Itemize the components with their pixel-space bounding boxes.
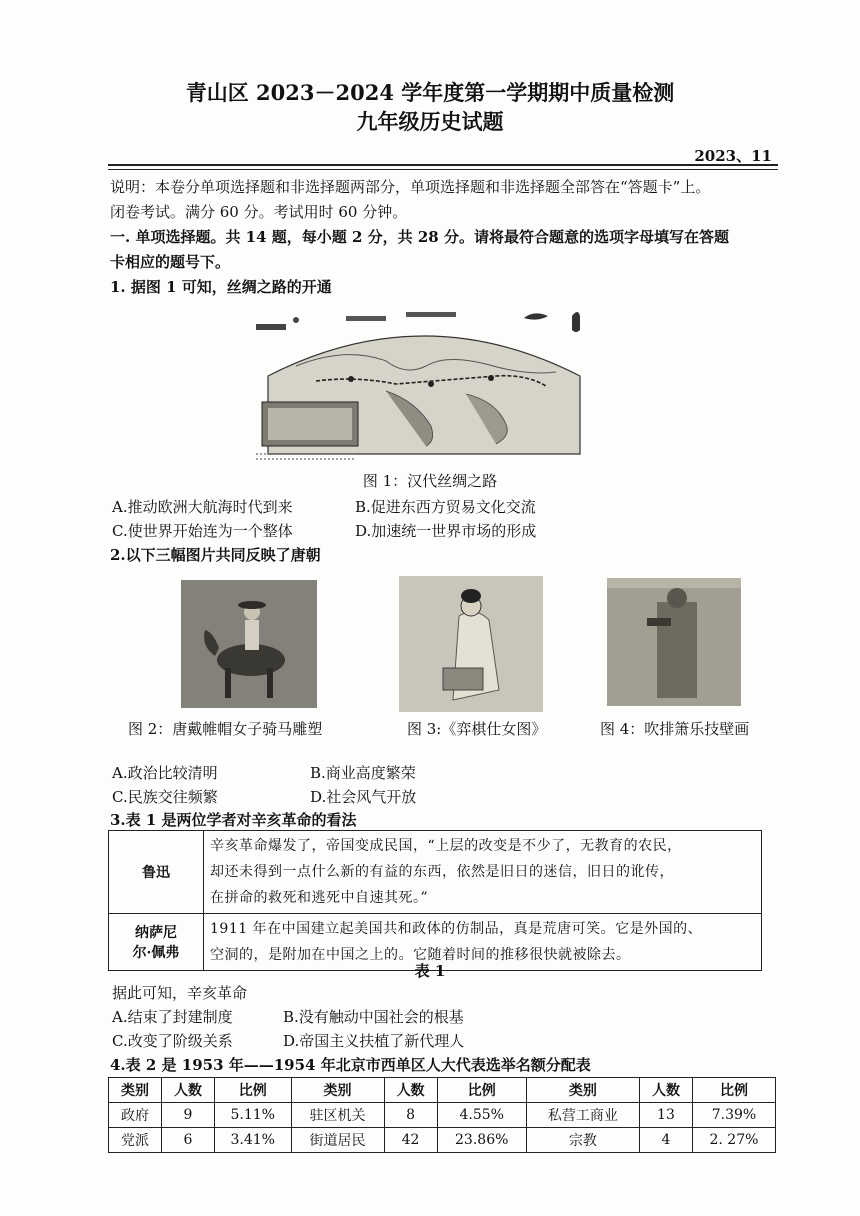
mural-painting-photo: [607, 578, 741, 706]
q1-option-a: A.推动欧洲大航海时代到来: [112, 498, 293, 516]
horse-rider-sculpture-photo: [181, 580, 317, 708]
q3-option-b: B.没有触动中国社会的根基: [283, 1008, 464, 1026]
silk-road-map-figure: [256, 306, 592, 462]
header-cell: 比例: [692, 1078, 775, 1103]
peffer-view-line-1: 1911 年在中国建立起美国共和政体的仿制品，真是荒唐可笑。它是外国的、: [210, 921, 703, 937]
header-cell: 比例: [437, 1078, 526, 1103]
table-row: [109, 1128, 776, 1153]
header-cell: 人数: [384, 1078, 437, 1103]
table-row: [109, 831, 762, 914]
q3-option-d: D.帝国主义扶植了新代理人: [283, 1032, 465, 1050]
q2-option-c: C.民族交往频繁: [112, 788, 218, 806]
q1-option-d: D.加速统一世界市场的形成: [355, 522, 537, 540]
instructions-line-2: 闭卷考试。满分 60 分。考试用时 60 分钟。: [110, 203, 408, 221]
section-heading-line-2: 卡相应的题号下。: [110, 253, 231, 271]
q2-option-d: D.社会风气开放: [310, 788, 417, 806]
question-3-stem: 3.表 1 是两位学者对辛亥革命的看法: [110, 811, 357, 829]
header-rule-thick: [108, 164, 778, 166]
header-cell: 类别: [526, 1078, 639, 1103]
header-cell: 人数: [161, 1078, 214, 1103]
luxun-view-line-1: 辛亥革命爆发了，帝国变成民国，“上层的改变是不少了，无教育的农民，: [210, 838, 682, 854]
election-quota-table: [108, 1077, 776, 1153]
question-4-stem: 4.表 2 是 1953 年——1954 年北京市西单区人大代表选举名额分配表: [110, 1056, 591, 1074]
exam-date: 2023、11: [694, 147, 772, 165]
header-cell: 类别: [109, 1078, 162, 1103]
weiqi-ladies-painting-photo: [399, 576, 543, 712]
scholar-views-table: [108, 830, 762, 971]
q3-option-c: C.改变了阶级关系: [112, 1032, 233, 1050]
table-cell: 8: [384, 1103, 437, 1128]
table-cell: 驻区机关: [291, 1103, 384, 1128]
table-cell: 5.11%: [214, 1103, 291, 1128]
figure-1-caption: 图 1：汉代丝绸之路: [362, 472, 498, 490]
section-heading-line-1: 一. 单项选择题。共 14 题，每小题 2 分，共 28 分。请将最符合题意的选项字母填写在答题: [110, 228, 729, 246]
table-cell: 党派: [109, 1128, 162, 1153]
table-cell: 街道居民: [291, 1128, 384, 1153]
question-3-lead: 据此可知，辛亥革命: [112, 984, 248, 1002]
instructions-line-1: 说明：本卷分单项选择题和非选择题两部分，单项选择题和非选择题全部答在“答题卡”上。: [110, 178, 711, 196]
question-1-stem: 1. 据图 1 可知，丝绸之路的开通: [110, 278, 332, 296]
q2-option-a: A.政治比较清明: [112, 764, 218, 782]
luxun-view-line-2: 却还未得到一点什么新的有益的东西，依然是旧日的迷信，旧日的讹传，: [210, 864, 674, 880]
table-cell: 42: [384, 1128, 437, 1153]
table-cell: 3.41%: [214, 1128, 291, 1153]
q1-option-c: C.使世界开始连为一个整体: [112, 522, 293, 540]
peffer-name-line-2: 尔·佩弗: [132, 945, 180, 961]
scholar-name-luxun: 鲁迅: [109, 831, 204, 914]
header-cell: 人数: [639, 1078, 692, 1103]
figure-4-caption: 图 4：吹排箫乐技壁画: [600, 720, 750, 738]
question-2-stem: 2.以下三幅图片共同反映了唐朝: [110, 546, 321, 564]
peffer-name-line-1: 纳萨尼: [135, 925, 177, 941]
table-cell: 7.39%: [692, 1103, 775, 1128]
peffer-view-line-2: 空洞的，是附加在中国之上的。它随着时间的推移很快就被除去。: [210, 947, 631, 963]
table-cell: 6: [161, 1128, 214, 1153]
table-cell: 4: [639, 1128, 692, 1153]
table-1-caption: 表 1: [414, 962, 446, 980]
table-cell: 4.55%: [437, 1103, 526, 1128]
exam-subtitle: 九年级历史试题: [356, 109, 504, 134]
table-cell: 23.86%: [437, 1128, 526, 1153]
table-cell: 9: [161, 1103, 214, 1128]
header-cell: 比例: [214, 1078, 291, 1103]
q2-option-b: B.商业高度繁荣: [310, 764, 416, 782]
q1-option-b: B.促进东西方贸易文化交流: [355, 498, 536, 516]
exam-title: 青山区 2023－2024 学年度第一学期期中质量检测: [185, 80, 675, 105]
table-cell: 2. 27%: [692, 1128, 775, 1153]
table-cell: 政府: [109, 1103, 162, 1128]
scholar-view-luxun: [204, 831, 762, 914]
table-cell: 宗教: [526, 1128, 639, 1153]
header-cell: 类别: [291, 1078, 384, 1103]
table-header-row: [109, 1078, 776, 1103]
figure-3-caption: 图 3:《弈棋仕女图》: [407, 720, 547, 738]
table-cell: 私营工商业: [526, 1103, 639, 1128]
q3-option-a: A.结束了封建制度: [112, 1008, 233, 1026]
figure-2-caption: 图 2：唐戴帷帽女子骑马雕塑: [128, 720, 323, 738]
table-row: [109, 1103, 776, 1128]
luxun-view-line-3: 在拼命的救死和逃死中自速其死。”: [210, 890, 429, 906]
table-cell: 13: [639, 1103, 692, 1128]
header-rule-thin: [108, 169, 778, 170]
